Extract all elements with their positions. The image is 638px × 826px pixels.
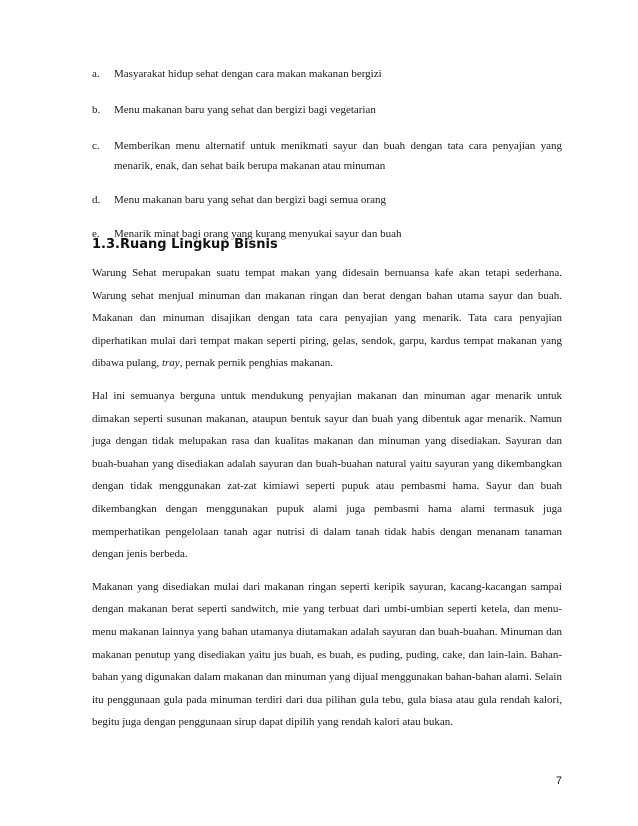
page-number: 7 bbox=[555, 775, 562, 787]
paragraph-1 bbox=[92, 262, 562, 375]
list-item bbox=[92, 190, 562, 210]
objectives-list bbox=[92, 64, 562, 244]
paragraph-3: Makanan yang disediakan mulai dari makanan ringan seperti keripik sayuran, kacang-kacangan sampai dengan makanan berat seperti sandwitch, mie yang terbuat dari umbi-umbian seperti ketela, dan menu-menu makanan lainnya yang bahan utamanya diutamakan adalah sayuran dan buah-buahan. Minuman dan makanan penutup yang disediakan yaitu jus buah, es buah, es puding, puding, cake, dan lain-lain. Bahan-bahan yang digunakan dalam makanan dan minuman yang dijual menggunakan bahan-bahan alami. Selain itu penggunaan gula pada minuman terdiri dari dua pilihan gula tebu, gula biasa atau gula rendah kalori, begitu juga dengan penggunaan sirup dapat dipilih yang rendah kalori atau bukan. bbox=[92, 580, 562, 729]
list-marker: c. bbox=[92, 140, 100, 152]
italic-term: tray bbox=[161, 357, 180, 370]
list-marker: e. bbox=[92, 228, 100, 240]
list-item bbox=[92, 136, 562, 176]
section-body bbox=[92, 262, 562, 734]
list-item-text: Menu makanan baru yang sehat dan bergizi bagi vegetarian bbox=[114, 104, 376, 116]
paragraph-1-text-end: , pernak pernik penghias makanan. bbox=[179, 357, 334, 370]
list-item-text: Menu makanan baru yang sehat dan bergizi bagi semua orang bbox=[114, 194, 386, 206]
list-item bbox=[92, 64, 562, 84]
list-item-text: Masyarakat hidup sehat dengan cara makan makanan bergizi bbox=[114, 68, 382, 80]
paragraph-2: Hal ini semuanya berguna untuk mendukung penyajian makanan dan minuman agar menarik untuk dimakan seperti susunan makanan, ataupun bentuk sayur dan buah yang dibentuk agar menarik. Namun juga dengan tidak melupakan rasa dan kualitas makanan dan minuman yang disediakan. Sayuran dan buah-buahan yang disediakan adalah sayuran dan buah-buahan natural yaitu sayuran yang dikembangkan dengan tidak menggunakan zat-zat kimiawi seperti pupuk atau pembasmi hama. Sayur dan buah dikembangkan dengan menggunakan pupuk alami juga pembasmi hama alami termasuk juga memperhatikan pengelolaan tanah agar nutrisi di dalam tanah tidak habis dengan menanam tanaman dengan jenis berbeda. bbox=[92, 389, 562, 561]
list-marker: d. bbox=[92, 194, 101, 206]
list-item-text: Memberikan menu alternatif untuk menikmati sayur dan buah dengan tata cara penyajian yang menarik, enak, dan sehat baik berupa makanan atau minuman bbox=[114, 140, 562, 172]
list-item bbox=[92, 100, 562, 120]
list-item-text: Menarik minat bagi orang yang kurang menyukai sayur dan buah bbox=[114, 228, 402, 240]
list-marker: b. bbox=[92, 104, 101, 116]
section-heading: 1.3.Ruang Lingkup Bisnis bbox=[92, 237, 278, 252]
paragraph-1-text: Warung Sehat merupakan suatu tempat makan yang didesain bernuansa kafe akan tetapi sederhana. Warung sehat menjual minuman dan makanan ringan dan berat dengan bahan utama sayur dan buah. Makanan dan minuman disajikan dengan tata cara penyajian yang menarik. Tata cara penyajian diperhatikan mulai dari tempat makan seperti piring, gelas, sendok, garpu, kardus tempat makanan yang dibawa pulang, bbox=[92, 267, 562, 370]
list-marker: a. bbox=[92, 68, 100, 80]
